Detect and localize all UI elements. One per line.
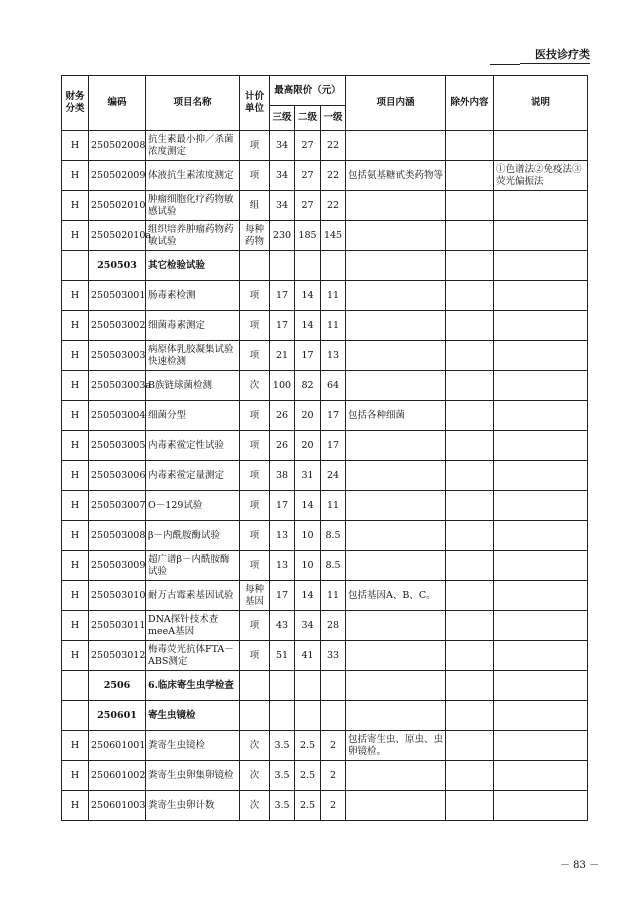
- cell-category: H: [62, 521, 89, 551]
- header-exclusions: 除外内容: [446, 76, 494, 131]
- cell-price-level1: 28: [321, 611, 346, 641]
- cell-content: [346, 761, 446, 791]
- cell-exclusions: [446, 671, 494, 701]
- cell-notes: [494, 401, 588, 431]
- cell-price-level1: [321, 701, 346, 731]
- cell-unit: 次: [240, 761, 270, 791]
- cell-notes: [494, 491, 588, 521]
- cell-price-level3: 26: [270, 431, 295, 461]
- cell-code: 2506: [89, 671, 146, 701]
- table-row: [62, 341, 588, 371]
- cell-unit: [240, 671, 270, 701]
- cell-price-level2: [295, 701, 321, 731]
- cell-price-level3: 34: [270, 191, 295, 221]
- cell-exclusions: [446, 551, 494, 581]
- table-row: [62, 641, 588, 671]
- cell-code: 250503002: [89, 311, 146, 341]
- cell-price-level2: 27: [295, 131, 321, 161]
- cell-notes: [494, 581, 588, 611]
- cell-name: 体液抗生素浓度测定: [146, 161, 240, 191]
- cell-notes: ①色谱法②免疫法③荧光偏振法: [494, 161, 588, 191]
- cell-price-level2: 185: [295, 221, 321, 251]
- cell-price-level1: 22: [321, 161, 346, 191]
- cell-notes: [494, 521, 588, 551]
- table-row: [62, 551, 588, 581]
- header-notes: 说明: [494, 76, 588, 131]
- cell-price-level3: 3.5: [270, 791, 295, 821]
- cell-content: [346, 281, 446, 311]
- cell-exclusions: [446, 161, 494, 191]
- cell-name: 寄生虫镜检: [146, 701, 240, 731]
- cell-code: 250601: [89, 701, 146, 731]
- cell-exclusions: [446, 131, 494, 161]
- cell-notes: [494, 461, 588, 491]
- table-row: [62, 371, 588, 401]
- cell-content: [346, 371, 446, 401]
- cell-exclusions: [446, 491, 494, 521]
- cell-unit: 每种基因: [240, 581, 270, 611]
- header-max-price: 最高限价（元）: [270, 76, 346, 106]
- cell-category: H: [62, 131, 89, 161]
- cell-category: [62, 671, 89, 701]
- cell-notes: [494, 251, 588, 281]
- cell-price-level2: 2.5: [295, 761, 321, 791]
- cell-price-level1: 11: [321, 581, 346, 611]
- cell-unit: 次: [240, 731, 270, 761]
- cell-price-level1: 22: [321, 131, 346, 161]
- header-level3: 三级: [270, 106, 295, 131]
- cell-code: 250502010a: [89, 221, 146, 251]
- cell-unit: 项: [240, 551, 270, 581]
- table-row: [62, 731, 588, 761]
- cell-name: 其它检验试验: [146, 251, 240, 281]
- cell-exclusions: [446, 341, 494, 371]
- cell-price-level2: 2.5: [295, 791, 321, 821]
- cell-content: 包括氨基糖甙类药物等: [346, 161, 446, 191]
- cell-price-level3: [270, 671, 295, 701]
- cell-price-level2: 82: [295, 371, 321, 401]
- cell-name: 抗生素最小抑／杀菌浓度测定: [146, 131, 240, 161]
- cell-unit: 组: [240, 191, 270, 221]
- cell-content: [346, 461, 446, 491]
- cell-price-level2: 17: [295, 341, 321, 371]
- section-row: [62, 251, 588, 281]
- cell-name: 组织培养肿瘤药物药敏试验: [146, 221, 240, 251]
- cell-exclusions: [446, 401, 494, 431]
- section-row: [62, 701, 588, 731]
- page-number: － 83 －: [560, 860, 600, 871]
- cell-price-level3: 38: [270, 461, 295, 491]
- cell-content: [346, 191, 446, 221]
- cell-price-level3: 34: [270, 131, 295, 161]
- cell-unit: 项: [240, 611, 270, 641]
- cell-price-level2: 2.5: [295, 731, 321, 761]
- cell-price-level2: 31: [295, 461, 321, 491]
- table-row: [62, 431, 588, 461]
- cell-price-level3: 21: [270, 341, 295, 371]
- cell-unit: 项: [240, 461, 270, 491]
- cell-notes: [494, 761, 588, 791]
- cell-price-level3: 3.5: [270, 731, 295, 761]
- cell-price-level1: 145: [321, 221, 346, 251]
- cell-price-level3: 17: [270, 581, 295, 611]
- cell-unit: 项: [240, 311, 270, 341]
- cell-price-level1: 2: [321, 761, 346, 791]
- cell-price-level3: 13: [270, 551, 295, 581]
- table-row: [62, 521, 588, 551]
- cell-notes: [494, 641, 588, 671]
- cell-price-level1: 11: [321, 311, 346, 341]
- cell-price-level2: 10: [295, 551, 321, 581]
- cell-category: H: [62, 461, 89, 491]
- cell-exclusions: [446, 311, 494, 341]
- cell-name: 肿瘤细胞化疗药物敏感试验: [146, 191, 240, 221]
- cell-exclusions: [446, 731, 494, 761]
- cell-unit: 项: [240, 521, 270, 551]
- cell-notes: [494, 731, 588, 761]
- cell-price-level2: 14: [295, 491, 321, 521]
- cell-unit: 项: [240, 281, 270, 311]
- cell-exclusions: [446, 191, 494, 221]
- cell-category: H: [62, 551, 89, 581]
- cell-code: 250503001: [89, 281, 146, 311]
- cell-unit: 项: [240, 161, 270, 191]
- cell-code: 250601001: [89, 731, 146, 761]
- cell-price-level2: 20: [295, 431, 321, 461]
- cell-name: 粪寄生虫卵集卵镜检: [146, 761, 240, 791]
- cell-content: 包括基因A、B、C。: [346, 581, 446, 611]
- cell-price-level2: 14: [295, 581, 321, 611]
- cell-exclusions: [446, 641, 494, 671]
- cell-price-level2: 10: [295, 521, 321, 551]
- cell-price-level2: 14: [295, 311, 321, 341]
- table-row: [62, 761, 588, 791]
- cell-price-level3: 26: [270, 401, 295, 431]
- cell-category: [62, 251, 89, 281]
- cell-unit: 项: [240, 401, 270, 431]
- cell-notes: [494, 791, 588, 821]
- cell-name: 肠毒素检测: [146, 281, 240, 311]
- cell-content: [346, 791, 446, 821]
- cell-content: [346, 431, 446, 461]
- cell-price-level3: 51: [270, 641, 295, 671]
- cell-category: H: [62, 761, 89, 791]
- cell-notes: [494, 701, 588, 731]
- cell-exclusions: [446, 221, 494, 251]
- section-label: 医技诊疗类: [520, 46, 590, 64]
- cell-price-level2: 27: [295, 161, 321, 191]
- cell-notes: [494, 551, 588, 581]
- cell-price-level3: 3.5: [270, 761, 295, 791]
- cell-category: H: [62, 611, 89, 641]
- cell-category: H: [62, 311, 89, 341]
- cell-price-level2: [295, 671, 321, 701]
- cell-unit: 次: [240, 371, 270, 401]
- cell-content: [346, 251, 446, 281]
- cell-price-level1: [321, 251, 346, 281]
- cell-price-level2: 41: [295, 641, 321, 671]
- cell-price-level1: 64: [321, 371, 346, 401]
- cell-exclusions: [446, 281, 494, 311]
- cell-code: 250503008: [89, 521, 146, 551]
- cell-name: B族链球菌检测: [146, 371, 240, 401]
- table-row: [62, 161, 588, 191]
- section-row: [62, 671, 588, 701]
- cell-category: H: [62, 161, 89, 191]
- cell-code: 250503: [89, 251, 146, 281]
- cell-code: 250502010: [89, 191, 146, 221]
- header-content: 项目内涵: [346, 76, 446, 131]
- header-code: 编码: [89, 76, 146, 131]
- cell-code: 250503009: [89, 551, 146, 581]
- cell-price-level3: 230: [270, 221, 295, 251]
- cell-code: 250503004: [89, 401, 146, 431]
- cell-price-level3: [270, 701, 295, 731]
- cell-price-level1: [321, 671, 346, 701]
- table-row: [62, 461, 588, 491]
- cell-category: H: [62, 491, 89, 521]
- table-row: [62, 311, 588, 341]
- cell-name: 6.临床寄生虫学检查: [146, 671, 240, 701]
- cell-price-level3: [270, 251, 295, 281]
- cell-name: O－129试验: [146, 491, 240, 521]
- table-row: [62, 611, 588, 641]
- cell-price-level3: 100: [270, 371, 295, 401]
- cell-price-level1: 2: [321, 731, 346, 761]
- table-row: [62, 581, 588, 611]
- cell-code: 250503012: [89, 641, 146, 671]
- cell-category: H: [62, 341, 89, 371]
- table-header-row: [62, 76, 588, 106]
- cell-code: 250503010: [89, 581, 146, 611]
- cell-code: 250601002: [89, 761, 146, 791]
- cell-unit: [240, 701, 270, 731]
- cell-category: H: [62, 191, 89, 221]
- cell-price-level2: 34: [295, 611, 321, 641]
- cell-price-level1: 33: [321, 641, 346, 671]
- cell-category: H: [62, 401, 89, 431]
- cell-exclusions: [446, 791, 494, 821]
- header-unit: 计价单位: [240, 76, 270, 131]
- cell-content: [346, 341, 446, 371]
- cell-notes: [494, 191, 588, 221]
- cell-content: [346, 611, 446, 641]
- cell-price-level2: 14: [295, 281, 321, 311]
- cell-exclusions: [446, 761, 494, 791]
- table-row: [62, 491, 588, 521]
- cell-name: 粪寄生虫镜检: [146, 731, 240, 761]
- cell-price-level3: 13: [270, 521, 295, 551]
- cell-exclusions: [446, 431, 494, 461]
- cell-name: 内毒素鲎定性试验: [146, 431, 240, 461]
- cell-code: 250503003a: [89, 371, 146, 401]
- cell-notes: [494, 281, 588, 311]
- cell-price-level1: 13: [321, 341, 346, 371]
- cell-category: H: [62, 791, 89, 821]
- price-table: [61, 75, 588, 821]
- header-name: 项目名称: [146, 76, 240, 131]
- cell-content: [346, 521, 446, 551]
- cell-name: DNA探针技术查meeA基因: [146, 611, 240, 641]
- table-row: [62, 221, 588, 251]
- header-category: 财务分类: [62, 76, 89, 131]
- cell-price-level3: 17: [270, 311, 295, 341]
- cell-notes: [494, 311, 588, 341]
- cell-exclusions: [446, 461, 494, 491]
- cell-category: H: [62, 371, 89, 401]
- cell-category: H: [62, 221, 89, 251]
- cell-price-level1: 17: [321, 401, 346, 431]
- cell-name: 内毒素鲎定量测定: [146, 461, 240, 491]
- cell-name: 细菌分型: [146, 401, 240, 431]
- table-row: [62, 281, 588, 311]
- cell-notes: [494, 671, 588, 701]
- cell-content: [346, 641, 446, 671]
- header-level2: 二级: [295, 106, 321, 131]
- cell-category: H: [62, 281, 89, 311]
- cell-exclusions: [446, 611, 494, 641]
- cell-category: H: [62, 731, 89, 761]
- cell-price-level1: 11: [321, 491, 346, 521]
- cell-notes: [494, 611, 588, 641]
- cell-code: 250503006: [89, 461, 146, 491]
- cell-exclusions: [446, 521, 494, 551]
- cell-name: 粪寄生虫卵计数: [146, 791, 240, 821]
- cell-unit: 次: [240, 791, 270, 821]
- header-level1: 一级: [321, 106, 346, 131]
- cell-code: 250502008: [89, 131, 146, 161]
- cell-content: [346, 131, 446, 161]
- cell-code: 250601003: [89, 791, 146, 821]
- cell-content: 包括寄生虫、原虫、虫卵镜检。: [346, 731, 446, 761]
- cell-unit: 每种药物: [240, 221, 270, 251]
- cell-exclusions: [446, 371, 494, 401]
- cell-notes: [494, 341, 588, 371]
- cell-price-level1: 24: [321, 461, 346, 491]
- cell-name: 细菌毒素测定: [146, 311, 240, 341]
- cell-price-level2: [295, 251, 321, 281]
- cell-unit: 项: [240, 641, 270, 671]
- cell-price-level1: 22: [321, 191, 346, 221]
- cell-unit: 项: [240, 131, 270, 161]
- cell-price-level3: 17: [270, 491, 295, 521]
- table-row: [62, 191, 588, 221]
- cell-unit: 项: [240, 341, 270, 371]
- table-body: [62, 131, 588, 821]
- cell-category: H: [62, 641, 89, 671]
- cell-notes: [494, 221, 588, 251]
- cell-price-level3: 43: [270, 611, 295, 641]
- cell-unit: [240, 251, 270, 281]
- cell-exclusions: [446, 251, 494, 281]
- cell-price-level3: 34: [270, 161, 295, 191]
- cell-content: 包括各种细菌: [346, 401, 446, 431]
- cell-exclusions: [446, 701, 494, 731]
- cell-exclusions: [446, 581, 494, 611]
- cell-content: [346, 491, 446, 521]
- cell-category: H: [62, 581, 89, 611]
- cell-content: [346, 221, 446, 251]
- cell-code: 250503011: [89, 611, 146, 641]
- cell-category: H: [62, 431, 89, 461]
- cell-content: [346, 551, 446, 581]
- cell-price-level2: 27: [295, 191, 321, 221]
- cell-content: [346, 671, 446, 701]
- cell-price-level1: 8.5: [321, 521, 346, 551]
- cell-name: 梅毒荧光抗体FTA－ABS测定: [146, 641, 240, 671]
- cell-code: 250503005: [89, 431, 146, 461]
- cell-notes: [494, 371, 588, 401]
- cell-code: 250503007: [89, 491, 146, 521]
- cell-content: [346, 701, 446, 731]
- table-row: [62, 401, 588, 431]
- cell-name: 病原体乳胶凝集试验快速检测: [146, 341, 240, 371]
- cell-price-level2: 20: [295, 401, 321, 431]
- cell-unit: 项: [240, 431, 270, 461]
- cell-price-level1: 17: [321, 431, 346, 461]
- cell-name: β－内酰胺酶试验: [146, 521, 240, 551]
- cell-price-level1: 11: [321, 281, 346, 311]
- cell-notes: [494, 131, 588, 161]
- cell-unit: 项: [240, 491, 270, 521]
- cell-price-level1: 8.5: [321, 551, 346, 581]
- cell-name: 超广谱β－内酰胺酶试验: [146, 551, 240, 581]
- table-row: [62, 791, 588, 821]
- cell-category: [62, 701, 89, 731]
- cell-name: 耐万古霉素基因试验: [146, 581, 240, 611]
- table-row: [62, 131, 588, 161]
- cell-content: [346, 311, 446, 341]
- cell-price-level3: 17: [270, 281, 295, 311]
- cell-code: 250503003: [89, 341, 146, 371]
- cell-price-level1: 2: [321, 791, 346, 821]
- cell-notes: [494, 431, 588, 461]
- cell-code: 250502009: [89, 161, 146, 191]
